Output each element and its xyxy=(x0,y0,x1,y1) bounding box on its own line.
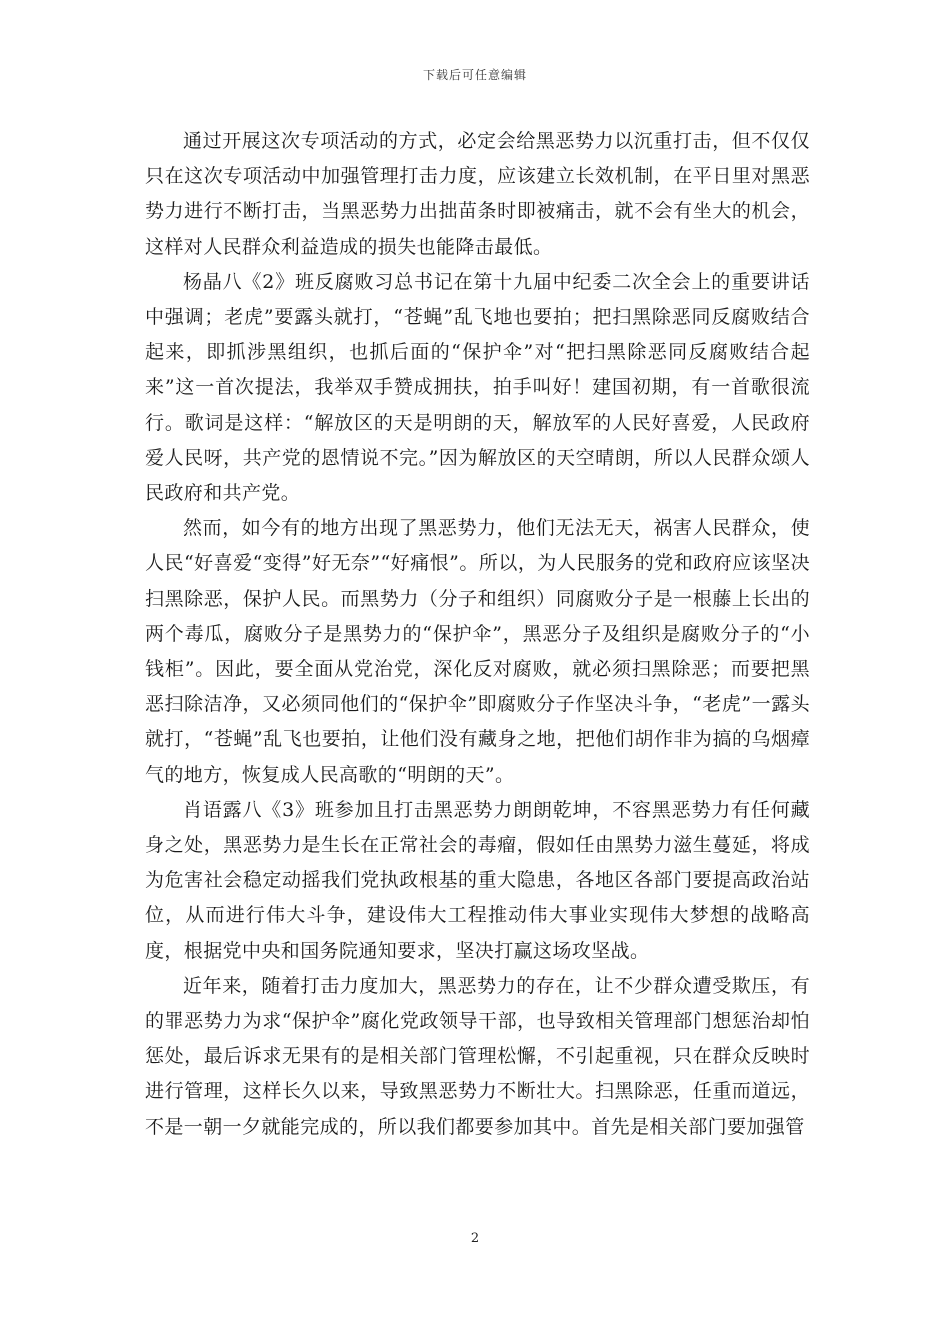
paragraph-4: 肖语露八《3》班参加且打击黑恶势力朗朗乾坤，不容黑恶势力有任何藏身之处，黑恶势力是生长在正常社会的毒瘤，假如任由黑势力滋生蔓延，将成为危害社会稳定动摇我们党执政根基的重大隐患，各地区各部门要提高政治站位，从而进行伟大斗争，建设伟大工程推动伟大事业实现伟大梦想的战略高度，根据党中央和国务院通知要求，坚决打赢这场攻坚战。 xyxy=(145,798,810,962)
paragraph-1: 通过开展这次专项活动的方式，必定会给黑恶势力以沉重打击，但不仅仅只在这次专项活动中加强管理打击力度，应该建立长效机制，在平日里对黑恶势力进行不断打击，当黑恶势力出拙苗条时即被痛击，就不会有坐大的机会，这样对人民群众利益造成的损失也能降击最低。 xyxy=(145,130,810,258)
page-header: 下载后可任意编辑 xyxy=(422,68,527,82)
paragraph-5: 近年来，随着打击力度加大，黑恶势力的存在，让不少群众遭受欺压，有的罪恶势力为求“保护伞”腐化党政领导干部，也导致相关管理部门想惩治却怕惩处，最后诉求无果有的是相关部门管理松懈，不引起重视，只在群众反映时进行管理，这样长久以来，导致黑恶势力不断壮大。扫黑除恶，任重而道远，不是一朝一夕就能完成的，所以我们都要参加其中。首先是相关部门要加强管 xyxy=(145,974,810,1138)
page-number: 2 xyxy=(470,1231,480,1246)
paragraph-3: 然而，如今有的地方出现了黑恶势力，他们无法无天，祸害人民群众，使人民“好喜爱“变得”好无奈”“好痛恨”。所以，为人民服务的党和政府应该坚决扫黑除恶，保护人民。而黑势力（分子和组织）同腐败分子是一根藤上长出的两个毒瓜，腐败分子是黑势力的“保护伞”，黑恶分子及组织是腐败分子的“小钱柜”。因此，要全面从党治党，深化反对腐败，就必须扫黑除恶；而要把黑恶扫除洁净，又必须同他们的“保护伞”即腐败分子作坚决斗争，“老虎”一露头就打，“苍蝇”乱飞也要拍，让他们没有藏身之地，把他们胡作非为搞的乌烟瘴气的地方，恢复成人民高歌的“明朗的天”。 xyxy=(145,517,810,786)
paragraph-2: 杨晶八《2》班反腐败习总书记在第十九届中纪委二次全会上的重要讲话中强调；老虎”要露头就打，“苍蝇”乱飞地也要拍；把扫黑除恶同反腐败结合起来，即抓涉黑组织，也抓后面的“保护伞”对“把扫黑除恶同反腐败结合起来”这一首次提法，我举双手赞成拥扶，拍手叫好！建国初期，有一首歌很流行。歌词是这样：“解放区的天是明朗的天，解放军的人民好喜爱，人民政府爱人民呀，共产党的恩情说不完。”因为解放区的天空晴朗，所以人民群众颂人民政府和共产党。 xyxy=(145,270,810,505)
document-body xyxy=(145,124,810,1145)
